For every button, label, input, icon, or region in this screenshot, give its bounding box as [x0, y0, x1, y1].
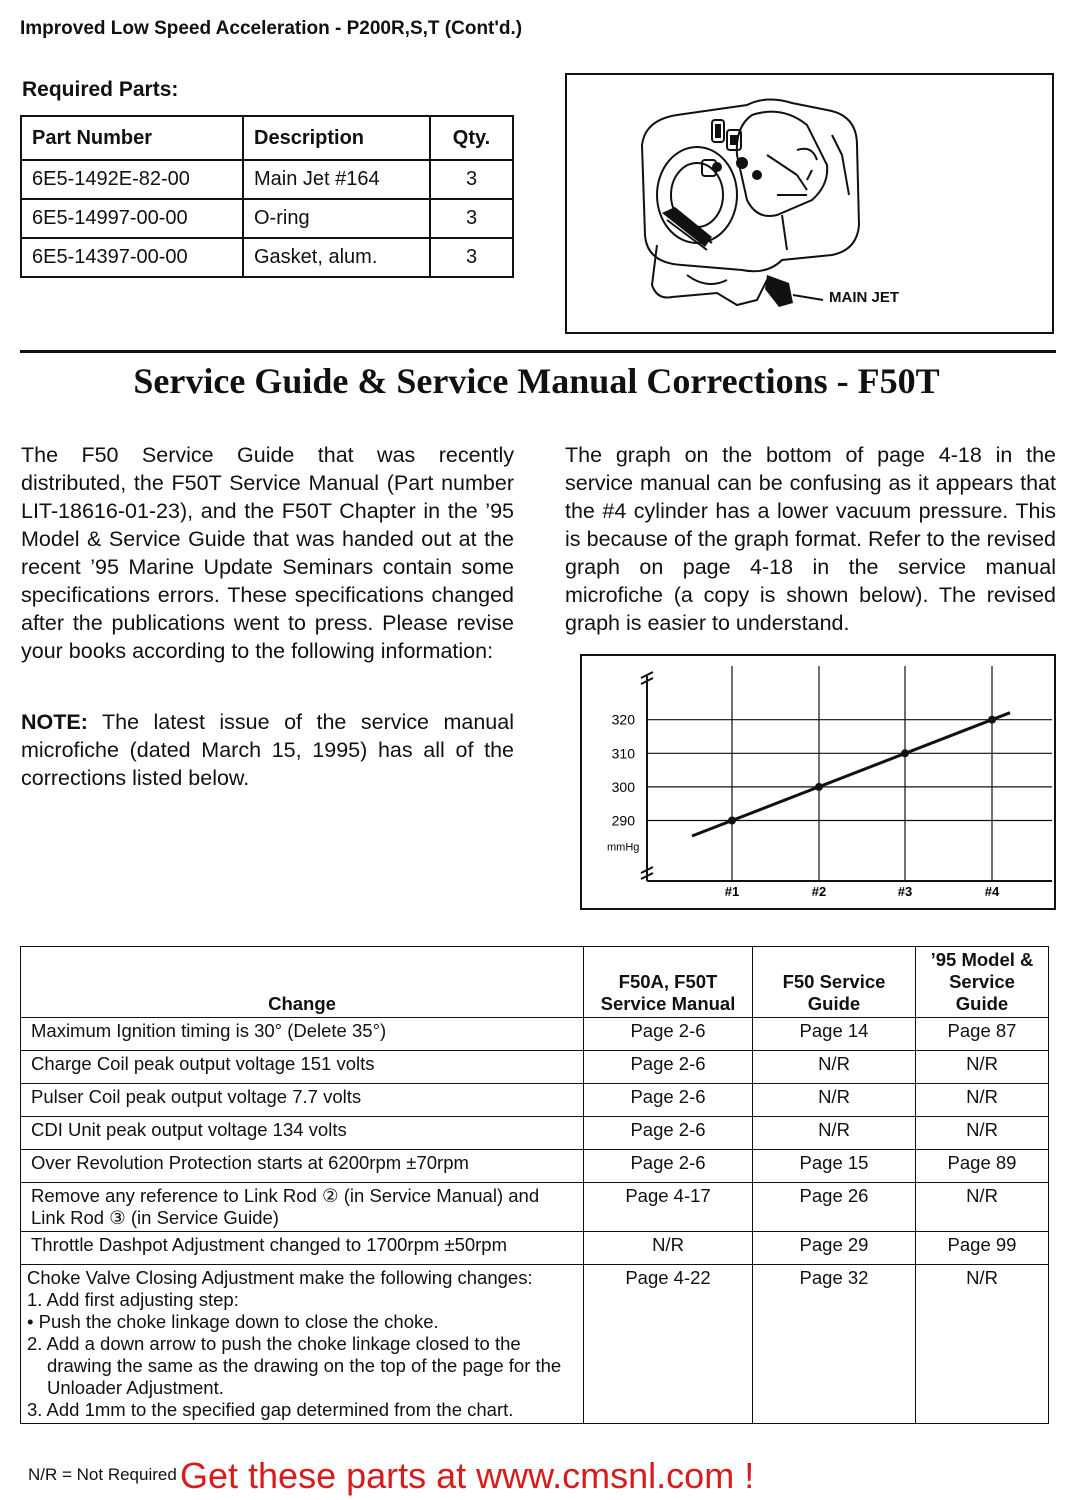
- table-row: [21, 1232, 1049, 1265]
- change-description: Throttle Dashpot Adjustment changed to 1700rpm ±50rpm: [21, 1232, 584, 1265]
- choke-steps: [27, 1289, 573, 1421]
- model-guide-page: N/R: [916, 1265, 1049, 1424]
- part-qty: 3: [430, 238, 513, 277]
- guide-page: N/R: [753, 1084, 916, 1117]
- guide-page: N/R: [753, 1051, 916, 1084]
- choke-step: 3. Add 1mm to the specified gap determined from the chart.: [27, 1399, 514, 1420]
- manual-page: Page 4-22: [584, 1265, 753, 1424]
- column-header-manual: F50A, F50T Service Manual: [584, 947, 753, 1018]
- section-divider: [20, 350, 1056, 353]
- required-parts-title: Required Parts:: [22, 78, 179, 101]
- table-row: [21, 1183, 1049, 1232]
- note-paragraph: [21, 708, 514, 792]
- manual-page: Page 2-6: [584, 1117, 753, 1150]
- table-header-row: [21, 116, 513, 160]
- manual-page: Page 4-17: [584, 1183, 753, 1232]
- manual-page: Page 2-6: [584, 1051, 753, 1084]
- choke-step: 2. Add a down arrow to push the choke linkage closed to the drawing the same as the drawing on the top of the page for the Unloader Adjustment.: [27, 1333, 562, 1398]
- note-text: The latest issue of the service manual microfiche (dated March 15, 1995) has all of the corrections listed below.: [21, 710, 514, 790]
- series-line: [692, 713, 1010, 836]
- part-qty: 3: [430, 160, 513, 199]
- model-guide-page: N/R: [916, 1051, 1049, 1084]
- promo-banner[interactable]: Get these parts at www.cmsnl.com !: [180, 1455, 755, 1496]
- x-tick-label: #4: [984, 884, 1000, 899]
- data-point: [815, 783, 823, 791]
- change-description: Remove any reference to Link Rod ② (in Service Manual) and Link Rod ③ (in Service Guide): [21, 1183, 584, 1232]
- page-header: Improved Low Speed Acceleration - P200R,S,T (Cont'd.): [20, 18, 523, 39]
- part-number: 6E5-14397-00-00: [21, 238, 243, 277]
- data-point: [728, 817, 736, 825]
- y-tick-label: 290: [611, 812, 635, 829]
- table-row: [21, 160, 513, 199]
- model-guide-page: Page 87: [916, 1018, 1049, 1051]
- table-row: [21, 1117, 1049, 1150]
- part-description: Main Jet #164: [243, 160, 430, 199]
- main-jet-label: MAIN JET: [829, 289, 900, 306]
- graph-explanation-paragraph: The graph on the bottom of page 4-18 in the service manual can be confusing as it appears that the #4 cylinder has a lower vacuum pressure. This is because of the graph format. Refer to the revised graph on page 4-18 in the service manual microfiche (a copy is shown below). The revised graph is easier to understand.: [565, 443, 1056, 635]
- data-point: [988, 716, 996, 724]
- part-description: O-ring: [243, 199, 430, 238]
- choke-substep: • Push the choke linkage down to close the choke.: [27, 1311, 439, 1332]
- manual-page: Page 2-6: [584, 1018, 753, 1051]
- part-qty: 3: [430, 199, 513, 238]
- guide-page: Page 32: [753, 1265, 916, 1424]
- column-header: Qty.: [430, 116, 513, 160]
- y-tick-label: 300: [611, 778, 635, 795]
- manual-page: Page 2-6: [584, 1150, 753, 1183]
- part-number: 6E5-14997-00-00: [21, 199, 243, 238]
- table-row: [21, 199, 513, 238]
- carburetor-drawing-icon: [567, 75, 1052, 332]
- part-description: Gasket, alum.: [243, 238, 430, 277]
- change-description: Charge Coil peak output voltage 151 volts: [21, 1051, 584, 1084]
- column-header-guide: F50 Service Guide: [753, 947, 916, 1018]
- choke-step: 1. Add first adjusting step:: [27, 1289, 239, 1310]
- model-guide-page: N/R: [916, 1084, 1049, 1117]
- table-row: [21, 238, 513, 277]
- data-point: [901, 749, 909, 757]
- change-description: [21, 1265, 584, 1424]
- intro-paragraph: The F50 Service Guide that was recently distributed, the F50T Service Manual (Part number LIT-18616-01-23), and the F50T Chapter in the ’95 Model & Service Guide that was handed out at the recent ’95 Marine Update Seminars contain some specifications errors. These specifications changed after the publications went to press. Please revise your books according to the following information:: [21, 443, 514, 663]
- corrections-table: [20, 946, 1049, 1424]
- required-parts-table: [20, 115, 514, 278]
- change-description: Maximum Ignition timing is 30° (Delete 35°): [21, 1018, 584, 1051]
- choke-intro: Choke Valve Closing Adjustment make the following changes:: [27, 1267, 533, 1288]
- column-header-model-guide: ’95 Model & Service Guide: [916, 947, 1049, 1018]
- manual-page: N/R: [584, 1232, 753, 1265]
- table-row: [21, 1084, 1049, 1117]
- table-row: [21, 1018, 1049, 1051]
- change-description: Over Revolution Protection starts at 6200rpm ±70rpm: [21, 1150, 584, 1183]
- column-header-change: Change: [21, 947, 584, 1018]
- table-row: [21, 1051, 1049, 1084]
- chart-svg: [582, 656, 1054, 908]
- column-header: Part Number: [21, 116, 243, 160]
- y-axis-label: mmHg: [607, 841, 640, 854]
- y-tick-label: 310: [611, 745, 635, 762]
- guide-page: Page 15: [753, 1150, 916, 1183]
- manual-page: Page 2-6: [584, 1084, 753, 1117]
- footnote: N/R = Not Required: [28, 1465, 177, 1484]
- column-header: Description: [243, 116, 430, 160]
- section-title: Service Guide & Service Manual Corrections - F50T: [133, 361, 940, 401]
- x-tick-label: #2: [811, 884, 827, 899]
- vacuum-pressure-chart: [580, 654, 1056, 910]
- guide-page: Page 29: [753, 1232, 916, 1265]
- x-tick-label: #1: [724, 884, 740, 899]
- x-tick-label: #3: [897, 884, 913, 899]
- note-label: NOTE:: [21, 710, 88, 734]
- table-row: [21, 1150, 1049, 1183]
- part-number: 6E5-1492E-82-00: [21, 160, 243, 199]
- guide-page: Page 26: [753, 1183, 916, 1232]
- guide-page: N/R: [753, 1117, 916, 1150]
- carburetor-figure: [565, 73, 1054, 334]
- model-guide-page: Page 99: [916, 1232, 1049, 1265]
- model-guide-page: N/R: [916, 1183, 1049, 1232]
- guide-page: Page 14: [753, 1018, 916, 1051]
- change-description: CDI Unit peak output voltage 134 volts: [21, 1117, 584, 1150]
- model-guide-page: N/R: [916, 1117, 1049, 1150]
- table-row: [21, 1265, 1049, 1424]
- table-header-row: [21, 947, 1049, 1018]
- y-tick-label: 320: [611, 711, 635, 728]
- change-description: Pulser Coil peak output voltage 7.7 volts: [21, 1084, 584, 1117]
- model-guide-page: Page 89: [916, 1150, 1049, 1183]
